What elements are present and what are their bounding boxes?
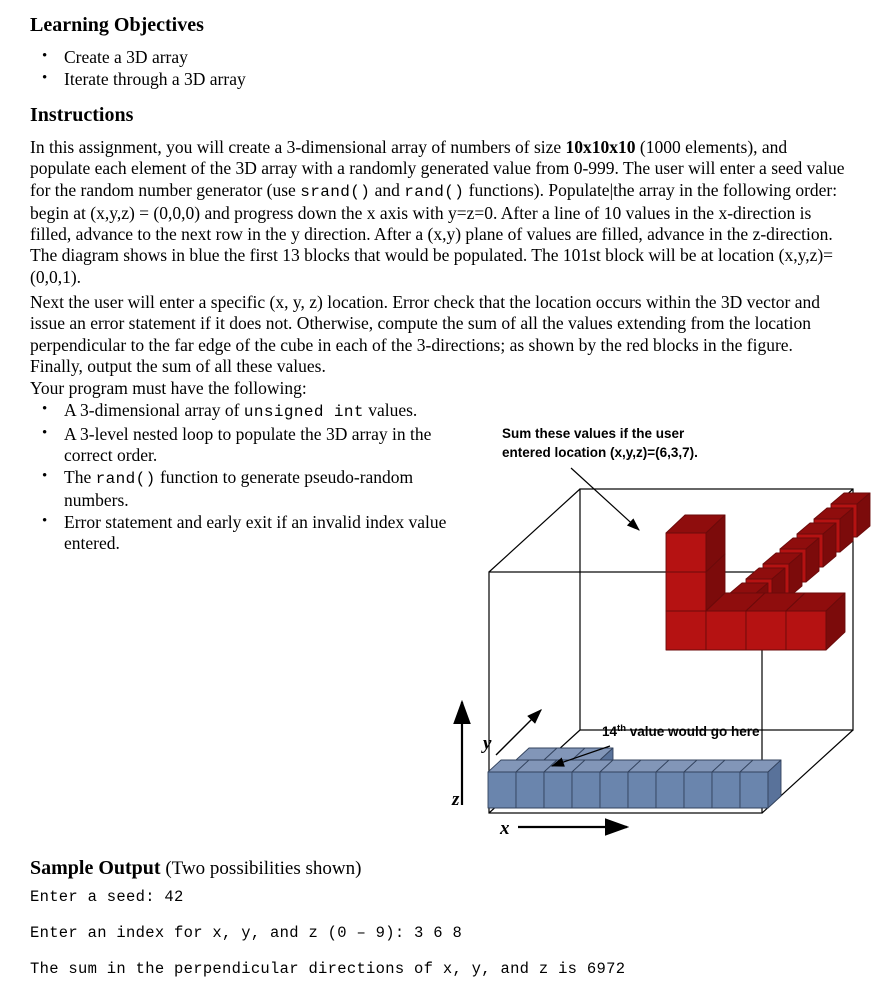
- requirements-list: [30, 400, 450, 555]
- list-item: [30, 512, 450, 555]
- sample-output-line: Enter an index for x, y, and z (0 – 9): 3 6 8: [30, 924, 463, 942]
- req-code: rand(): [95, 469, 156, 488]
- annotation-sum-group: [502, 426, 698, 530]
- para1-part-c: and: [370, 179, 405, 200]
- sample-output-line: Enter a seed: 42: [30, 888, 184, 906]
- cube-diagram: [440, 415, 874, 845]
- list-item: [30, 69, 450, 91]
- z-axis-label: z: [452, 789, 460, 810]
- annotation-sum-line1: Sum these values if the user: [502, 426, 685, 441]
- list-item: [30, 47, 450, 69]
- req-text-a: Error statement and early exit if an invalid index value entered.: [64, 511, 447, 553]
- list-item: [30, 400, 450, 424]
- instructions-heading: Instructions: [30, 104, 134, 126]
- sample-output-subtitle: (Two possibilities shown): [160, 858, 362, 879]
- sample-output-heading: [30, 857, 361, 880]
- x-axis-label: x: [500, 818, 510, 839]
- req-text-a: A 3-dimensional array of: [64, 400, 244, 420]
- list-item: [30, 467, 450, 512]
- req-text-b: function to generate pseudo-random numbers.: [64, 466, 414, 510]
- instructions-paragraph-1: [30, 137, 848, 288]
- objective-text: Create a 3D array: [64, 47, 188, 67]
- req-code: unsigned int: [243, 403, 364, 421]
- req-text-b: values.: [363, 400, 418, 420]
- sample-output-line: The sum in the perpendicular directions of x, y, and z is 6972: [30, 960, 626, 978]
- blue-blocks-group: [488, 748, 781, 808]
- learning-objectives-heading: Learning Objectives: [30, 14, 204, 36]
- annotation-14th-text: [602, 723, 760, 739]
- para1-part-a: In this assignment, you will create a 3-dimensional array of numbers of size: [30, 137, 566, 157]
- annotation-14th-superscript: th: [617, 723, 626, 734]
- rand-code: rand(): [404, 182, 465, 201]
- learning-objectives-list: [30, 47, 450, 90]
- srand-code: srand(): [300, 182, 371, 201]
- para1-part-b: (1000 elements), and populate each element of the 3D array with a randomly generated value from 0-999. The user will enter a seed value for the random number generator (use: [30, 137, 845, 200]
- sample-output-title: Sample Output: [30, 857, 161, 879]
- instructions-paragraph-3: Your program must have the following:: [30, 378, 307, 398]
- req-text-a: A 3-level nested loop to populate the 3D array in the correct order.: [64, 423, 432, 465]
- list-item: [30, 424, 450, 467]
- annotation-sum-leader: [571, 468, 639, 530]
- instructions-paragraph-2: Next the user will enter a specific (x, y, z) location. Error check that the location occurs within the 3D vector and issue an error statement if it does not. Otherwise, compute the sum of all the values extending from the location perpendicular to the far edge of the cube in each of the 3-directions; as shown by the red blocks in the figure. Finally, output the sum of all these values.: [30, 292, 820, 376]
- red-blocks-group: [666, 493, 870, 650]
- objective-text: Iterate through a 3D array: [64, 68, 246, 89]
- para1-part-d: functions). Populate|the array in the following order: begin at (x,y,z) = (0,0,0) and progress down the x axis with y=z=0. After a line of 10 values in the x-direction is filled, advance to the next row in the y direction. After a (x,y) plane of values are filled, advance in the z-direction. The diagram shows in blue the first 13 blocks that would be populated. The 101st block will be at location (x,y,z)=(0,0,1).: [30, 179, 838, 287]
- annotation-14th-suffix: value would go here: [626, 724, 760, 739]
- req-text-a: The: [64, 466, 96, 487]
- red-arm-z: [666, 515, 725, 611]
- array-size-text: 10x10x10: [565, 137, 636, 157]
- annotation-sum-line2: entered location (x,y,z)=(6,3,7).: [502, 445, 698, 460]
- sample-output-block: [30, 888, 730, 996]
- annotation-14th-prefix: 14: [602, 724, 618, 739]
- blue-x-row: [488, 760, 781, 808]
- y-axis-label: y: [483, 733, 492, 754]
